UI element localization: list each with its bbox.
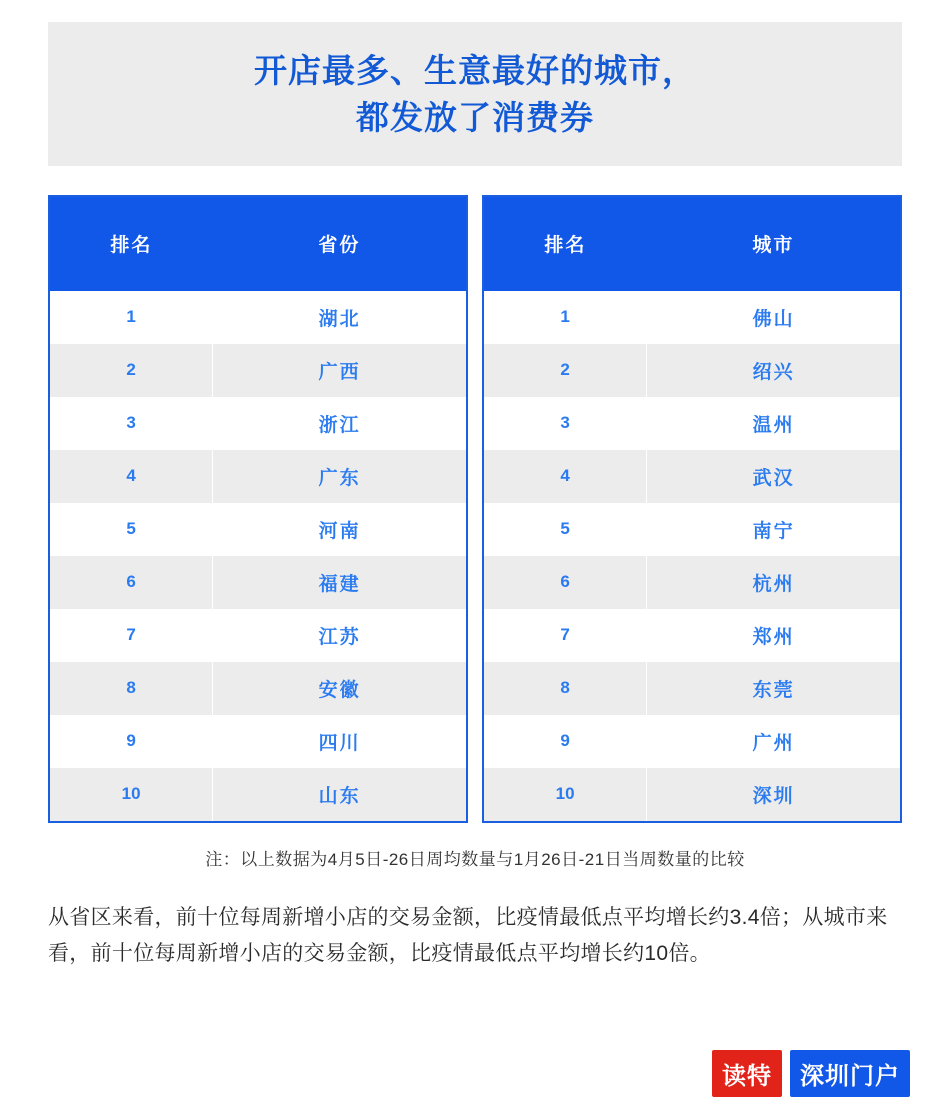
title-banner: [48, 22, 902, 169]
table-row: [484, 662, 900, 715]
cell-city: 佛山: [647, 291, 900, 344]
cell-province: 广西: [213, 344, 466, 397]
table-row: [484, 715, 900, 768]
cell-city: 武汉: [647, 450, 900, 503]
page-title-line-1: 开店最多、生意最好的城市，: [254, 52, 696, 89]
column-header-city: 城市: [647, 197, 900, 291]
cell-province: 江苏: [213, 609, 466, 662]
cell-rank: 1: [484, 291, 647, 344]
table-row: [50, 397, 466, 450]
cell-rank: 2: [484, 344, 647, 397]
cell-rank: 6: [50, 556, 213, 609]
table-row: [484, 450, 900, 503]
page-title-line-2: 都发放了消费券: [356, 98, 594, 136]
cell-rank: 5: [50, 503, 213, 556]
dute-logo: 读特: [712, 1050, 782, 1097]
table-header-row: [50, 197, 466, 291]
shenzhen-portal-logo: 深圳门户: [790, 1050, 910, 1097]
cell-rank: 3: [50, 397, 213, 450]
cell-province: 福建: [213, 556, 466, 609]
data-source-note: 注：以上数据为4月5日-26日周均数量与1月26日-21日当周数量的比较: [205, 849, 745, 869]
cell-rank: 4: [484, 450, 647, 503]
column-header-rank: 排名: [50, 197, 213, 291]
cell-province: 河南: [213, 503, 466, 556]
cell-rank: 7: [50, 609, 213, 662]
table-row: [484, 344, 900, 397]
table-row: [484, 768, 900, 821]
cell-city: 东莞: [647, 662, 900, 715]
cell-province: 四川: [213, 715, 466, 768]
table-row: [484, 556, 900, 609]
cell-city: 广州: [647, 715, 900, 768]
table-row: [50, 503, 466, 556]
tables-container: [48, 195, 902, 823]
cell-province: 浙江: [213, 397, 466, 450]
table-row: [484, 503, 900, 556]
cell-province: 安徽: [213, 662, 466, 715]
cell-rank: 5: [484, 503, 647, 556]
city-ranking-table: [482, 195, 902, 823]
cell-rank: 6: [484, 556, 647, 609]
cell-rank: 1: [50, 291, 213, 344]
cell-rank: 4: [50, 450, 213, 503]
cell-rank: 9: [50, 715, 213, 768]
cell-city: 南宁: [647, 503, 900, 556]
footer-logos: [712, 1050, 910, 1097]
cell-city: 温州: [647, 397, 900, 450]
cell-rank: 10: [484, 768, 647, 821]
cell-province: 广东: [213, 450, 466, 503]
table-row: [50, 450, 466, 503]
cell-province: 山东: [213, 768, 466, 821]
infographic-page: [0, 22, 950, 1119]
cell-rank: 10: [50, 768, 213, 821]
cell-rank: 8: [50, 662, 213, 715]
cell-rank: 3: [484, 397, 647, 450]
table-row: [50, 768, 466, 821]
cell-rank: 2: [50, 344, 213, 397]
cell-province: 湖北: [213, 291, 466, 344]
cell-rank: 8: [484, 662, 647, 715]
cell-city: 绍兴: [647, 344, 900, 397]
table-row: [484, 397, 900, 450]
table-row: [50, 344, 466, 397]
table-row: [484, 609, 900, 662]
cell-city: 深圳: [647, 768, 900, 821]
table-row: [50, 715, 466, 768]
table-row: [50, 556, 466, 609]
table-row: [50, 662, 466, 715]
cell-city: 郑州: [647, 609, 900, 662]
province-ranking-table: [48, 195, 468, 823]
table-row: [50, 609, 466, 662]
cell-city: 杭州: [647, 556, 900, 609]
cell-rank: 9: [484, 715, 647, 768]
column-header-province: 省份: [213, 197, 466, 291]
column-header-rank: 排名: [484, 197, 647, 291]
table-row: [484, 291, 900, 344]
table-header-row: [484, 197, 900, 291]
cell-rank: 7: [484, 609, 647, 662]
body-paragraph: 从省区来看，前十位每周新增小店的交易金额，比疫情最低点平均增长约3.4倍；从城市来看，前十位每周新增小店的交易金额，比疫情最低点平均增长约10倍。: [48, 905, 888, 965]
table-row: [50, 291, 466, 344]
